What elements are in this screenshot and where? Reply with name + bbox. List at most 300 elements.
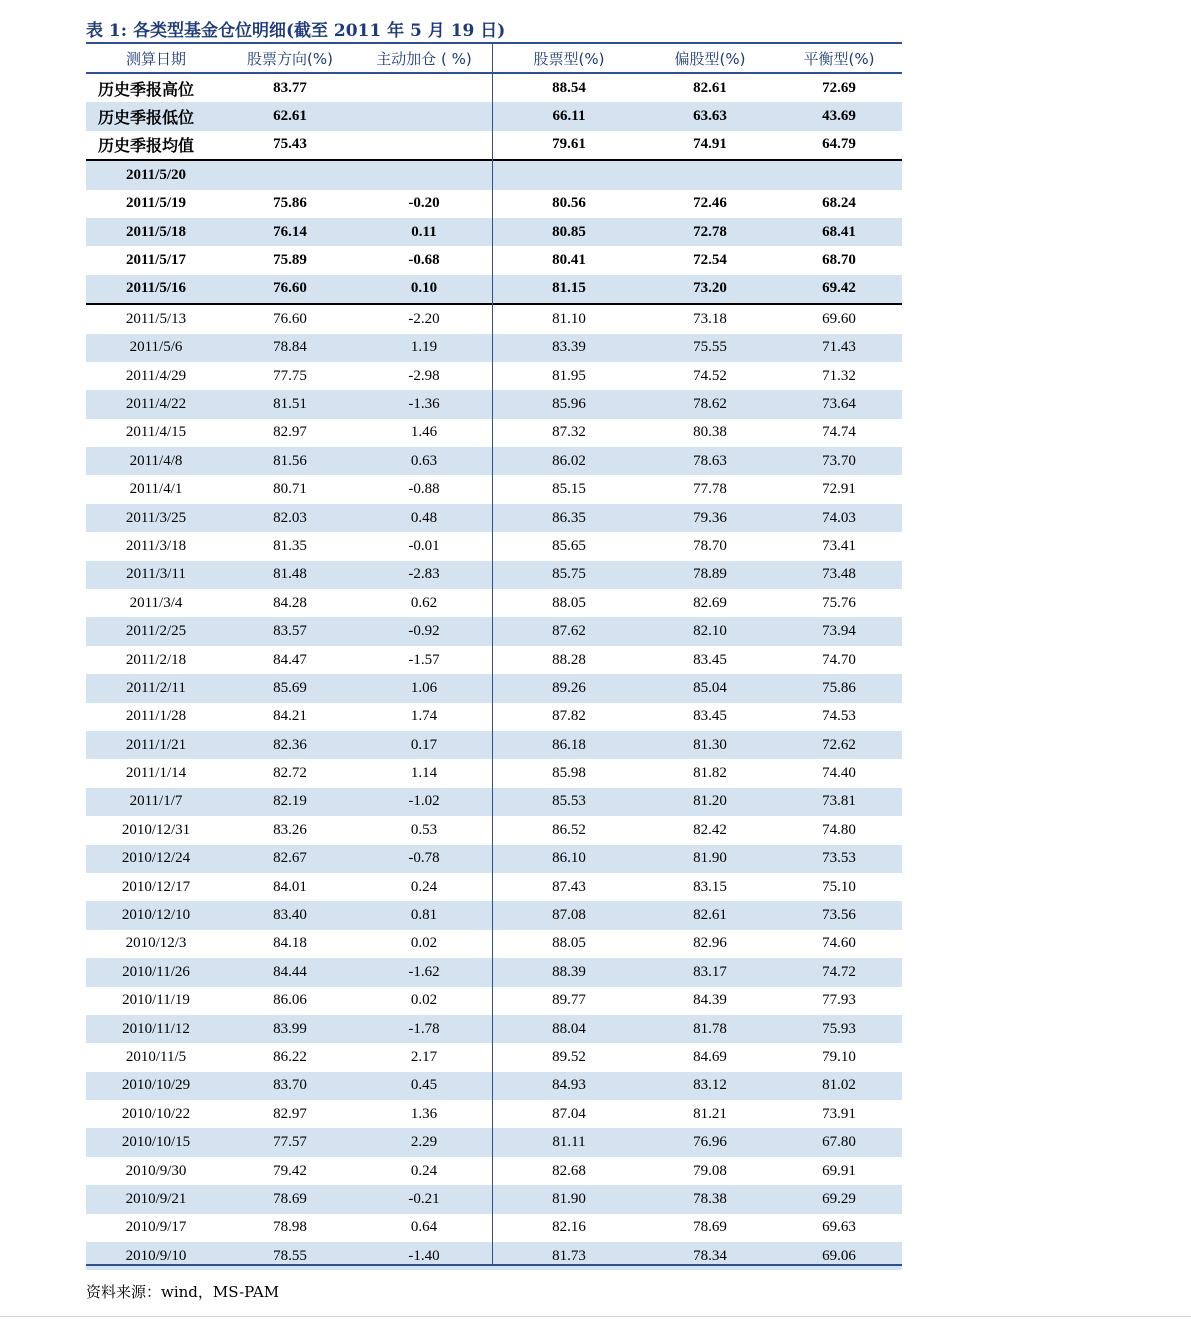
cell-stock-fund: 88.28 [552, 651, 586, 668]
cell-stock-direction: 85.69 [273, 679, 307, 696]
cell-partial-stock-fund: 81.21 [693, 1105, 727, 1122]
table-row [86, 1100, 902, 1128]
table-row [86, 504, 902, 532]
cell-balanced-fund: 74.70 [822, 651, 856, 668]
cell-balanced-fund: 68.24 [822, 195, 856, 212]
table-row [86, 816, 902, 844]
cell-partial-stock-fund: 82.42 [693, 821, 727, 838]
cell-balanced-fund: 73.81 [822, 793, 856, 810]
cell-date: 2011/5/13 [125, 310, 187, 327]
cell-active-add: 0.02 [410, 992, 438, 1009]
cell-partial-stock-fund: 84.39 [693, 992, 727, 1009]
cell-active-add: 2.17 [410, 1048, 438, 1065]
cell-balanced-fund: 75.93 [822, 1020, 856, 1037]
cell-stock-direction: 84.21 [273, 708, 307, 725]
cell-stock-direction: 62.61 [273, 108, 307, 125]
table-row [86, 617, 902, 645]
cell-stock-direction: 84.01 [273, 878, 307, 895]
cell-active-add: -2.98 [408, 367, 440, 384]
cell-partial-stock-fund: 74.52 [693, 367, 727, 384]
cell-partial-stock-fund: 82.61 [693, 79, 727, 96]
cell-date: 2010/11/19 [122, 992, 190, 1009]
cell-active-add: 2.29 [410, 1134, 438, 1151]
cell-balanced-fund: 69.42 [822, 280, 856, 297]
cell-date: 2011/4/29 [125, 367, 187, 384]
cell-active-add: -2.20 [408, 310, 440, 327]
cell-partial-stock-fund: 72.46 [693, 195, 727, 212]
cell-partial-stock-fund: 78.69 [693, 1219, 727, 1236]
cell-active-add: 0.24 [410, 1162, 438, 1179]
cell-stock-direction: 78.98 [273, 1219, 307, 1236]
cell-stock-fund: 88.54 [552, 79, 586, 96]
cell-stock-fund: 88.05 [552, 935, 586, 952]
cell-stock-direction: 86.06 [273, 992, 307, 1009]
cell-partial-stock-fund [644, 161, 776, 189]
cell-stock-direction: 82.72 [273, 765, 307, 782]
table-row [86, 731, 902, 759]
cell-stock-direction: 84.28 [273, 594, 307, 611]
cell-active-add [354, 161, 494, 189]
cell-balanced-fund: 74.03 [822, 509, 856, 526]
cell-stock-fund: 81.95 [552, 367, 586, 384]
cell-balanced-fund: 74.53 [822, 708, 856, 725]
cell-stock-direction: 81.56 [273, 452, 307, 469]
cell-active-add: 0.62 [410, 594, 438, 611]
cell-stock-fund: 88.05 [552, 594, 586, 611]
cell-date: 2011/5/16 [125, 280, 186, 297]
cell-stock-fund: 85.15 [552, 481, 586, 498]
cell-date: 2011/3/11 [126, 566, 186, 583]
column-divider [492, 42, 493, 1266]
cell-active-add: 1.19 [410, 339, 438, 356]
cell-balanced-fund: 75.10 [822, 878, 856, 895]
cell-stock-fund: 87.08 [552, 907, 586, 924]
cell-active-add [354, 131, 494, 159]
cell-balanced-fund: 73.70 [822, 452, 856, 469]
cell-active-add: 0.02 [410, 935, 438, 952]
cell-stock-direction: 82.36 [273, 736, 307, 753]
table-row [86, 703, 902, 731]
cell-stock-direction: 76.60 [273, 280, 307, 297]
cell-stock-fund: 87.82 [552, 708, 586, 725]
cell-stock-direction: 83.99 [273, 1020, 307, 1037]
cell-active-add: -0.68 [408, 252, 440, 269]
cell-partial-stock-fund: 85.04 [693, 679, 727, 696]
cell-balanced-fund: 69.60 [822, 310, 856, 327]
cell-stock-fund: 87.62 [552, 623, 586, 640]
cell-date: 2011/1/28 [125, 708, 187, 725]
cell-stock-fund: 86.02 [552, 452, 586, 469]
cell-date: 2011/4/8 [129, 452, 183, 469]
table-row [86, 1185, 902, 1213]
cell-partial-stock-fund: 84.69 [693, 1048, 727, 1065]
cell-balanced-fund: 74.60 [822, 935, 856, 952]
cell-stock-fund: 87.32 [552, 424, 586, 441]
cell-stock-direction: 83.70 [273, 1077, 307, 1094]
cell-stock-direction: 82.97 [273, 1105, 307, 1122]
cell-partial-stock-fund: 79.36 [693, 509, 727, 526]
cell-stock-fund: 81.15 [552, 280, 586, 297]
table-row [86, 1242, 902, 1270]
cell-active-add: 0.45 [410, 1077, 438, 1094]
cell-stock-direction: 84.18 [273, 935, 307, 952]
table-row [86, 1072, 902, 1100]
cell-balanced-fund: 74.40 [822, 765, 856, 782]
cell-stock-direction: 82.03 [273, 509, 307, 526]
cell-date: 2010/11/12 [122, 1020, 190, 1037]
cell-balanced-fund: 72.69 [822, 79, 856, 96]
cell-stock-fund: 85.96 [552, 395, 586, 412]
cell-stock-fund: 89.77 [552, 992, 586, 1009]
cell-stock-direction: 82.97 [273, 424, 307, 441]
cell-balanced-fund: 72.91 [822, 481, 856, 498]
cell-active-add: 0.53 [410, 821, 438, 838]
cell-stock-fund: 80.56 [552, 195, 586, 212]
cell-stock-direction: 75.89 [273, 252, 307, 269]
cell-stock-fund: 81.73 [552, 1247, 586, 1264]
table-row [86, 561, 902, 589]
cell-partial-stock-fund: 83.12 [693, 1077, 727, 1094]
cell-stock-fund: 81.11 [552, 1134, 586, 1151]
cell-stock-fund: 80.85 [552, 223, 586, 240]
cell-balanced-fund: 68.70 [822, 252, 856, 269]
cell-balanced-fund: 68.41 [822, 223, 856, 240]
fund-position-table [86, 42, 902, 1270]
cell-stock-fund: 79.61 [552, 136, 586, 153]
cell-active-add: 0.17 [410, 736, 438, 753]
cell-date: 2010/12/17 [121, 878, 191, 895]
cell-date: 2010/12/24 [121, 850, 191, 867]
cell-stock-fund: 86.35 [552, 509, 586, 526]
cell-date: 2011/5/19 [125, 195, 186, 212]
header-stock-fund: 股票型(%) [533, 49, 605, 68]
cell-active-add: 0.24 [410, 878, 438, 895]
table-row [86, 1128, 902, 1156]
table-row [86, 674, 902, 702]
cell-active-add: -0.21 [408, 1190, 440, 1207]
cell-stock-direction: 75.43 [273, 136, 307, 153]
cell-active-add: -0.78 [408, 850, 440, 867]
header-active-add: 主动加仓 ( %) [376, 49, 472, 68]
cell-stock-fund: 85.53 [552, 793, 586, 810]
table-header [86, 42, 902, 74]
cell-date: 2010/11/26 [122, 963, 190, 980]
cell-partial-stock-fund: 81.20 [693, 793, 727, 810]
table-row [86, 131, 902, 159]
table-row [86, 788, 902, 816]
cell-active-add: -1.62 [408, 963, 440, 980]
cell-active-add: -2.83 [408, 566, 440, 583]
cell-stock-direction: 82.19 [273, 793, 307, 810]
cell-stock-fund: 87.04 [552, 1105, 586, 1122]
table-row [86, 334, 902, 362]
cell-date: 2011/5/20 [125, 166, 186, 183]
cell-partial-stock-fund: 63.63 [693, 108, 727, 125]
header-balanced-fund: 平衡型(%) [803, 49, 875, 68]
table-row [86, 845, 902, 873]
table-row [86, 419, 902, 447]
cell-partial-stock-fund: 80.38 [693, 424, 727, 441]
cell-partial-stock-fund: 78.38 [693, 1190, 727, 1207]
cell-stock-direction: 77.57 [273, 1134, 307, 1151]
cell-date: 2010/9/21 [125, 1190, 187, 1207]
cell-date: 2010/9/17 [125, 1219, 187, 1236]
cell-stock-fund: 82.16 [552, 1219, 586, 1236]
cell-active-add: 1.06 [410, 679, 438, 696]
table-row [86, 303, 902, 333]
cell-partial-stock-fund: 78.63 [693, 452, 727, 469]
cell-partial-stock-fund: 81.78 [693, 1020, 727, 1037]
cell-partial-stock-fund: 82.61 [693, 907, 727, 924]
cell-partial-stock-fund: 81.82 [693, 765, 727, 782]
cell-date: 2010/12/3 [125, 935, 187, 952]
table-row [86, 447, 902, 475]
cell-active-add: 1.14 [410, 765, 438, 782]
cell-partial-stock-fund: 82.69 [693, 594, 727, 611]
cell-stock-direction: 83.77 [273, 79, 307, 96]
cell-partial-stock-fund: 75.55 [693, 339, 727, 356]
cell-balanced-fund: 73.48 [822, 566, 856, 583]
cell-stock-direction: 81.51 [273, 395, 307, 412]
cell-stock-fund: 89.26 [552, 679, 586, 696]
table-row [86, 901, 902, 929]
cell-stock-direction [226, 161, 354, 189]
cell-partial-stock-fund: 78.89 [693, 566, 727, 583]
cell-active-add: -0.01 [408, 537, 440, 554]
cell-stock-fund: 66.11 [552, 108, 586, 125]
cell-date: 2011/2/25 [125, 623, 187, 640]
cell-date: 2011/3/25 [125, 509, 187, 526]
cell-partial-stock-fund: 78.62 [693, 395, 727, 412]
cell-balanced-fund: 79.10 [822, 1048, 856, 1065]
cell-date: 历史季报均值 [98, 136, 195, 156]
cell-balanced-fund: 71.32 [822, 367, 856, 384]
cell-active-add: 1.74 [410, 708, 438, 725]
cell-active-add: -1.40 [408, 1247, 440, 1264]
table-row [86, 218, 902, 246]
cell-date: 2011/5/6 [129, 339, 183, 356]
cell-stock-fund: 85.98 [552, 765, 586, 782]
cell-stock-direction: 80.71 [273, 481, 307, 498]
cell-stock-fund: 85.65 [552, 537, 586, 554]
cell-active-add: 1.36 [410, 1105, 438, 1122]
cell-partial-stock-fund: 74.91 [693, 136, 727, 153]
table-row [86, 74, 902, 102]
cell-balanced-fund: 43.69 [822, 108, 856, 125]
cell-stock-direction: 86.22 [273, 1048, 307, 1065]
cell-stock-fund: 88.39 [552, 963, 586, 980]
table-row [86, 390, 902, 418]
cell-active-add: -1.78 [408, 1020, 440, 1037]
cell-balanced-fund: 74.80 [822, 821, 856, 838]
cell-stock-direction: 84.47 [273, 651, 307, 668]
cell-stock-direction: 75.86 [273, 195, 307, 212]
cell-partial-stock-fund: 82.10 [693, 623, 727, 640]
table-row [86, 246, 902, 274]
table-row [86, 958, 902, 986]
cell-stock-fund: 80.41 [552, 252, 586, 269]
cell-stock-fund: 83.39 [552, 339, 586, 356]
cell-active-add: -1.57 [408, 651, 440, 668]
table-bottom-rule [86, 1264, 902, 1266]
cell-balanced-fund: 75.86 [822, 679, 856, 696]
cell-date: 2011/4/15 [125, 424, 187, 441]
cell-active-add [354, 74, 494, 102]
cell-date: 2011/4/22 [125, 395, 187, 412]
cell-active-add: 0.10 [410, 280, 438, 297]
cell-date: 2011/1/14 [125, 765, 187, 782]
cell-balanced-fund: 72.62 [822, 736, 856, 753]
cell-balanced-fund [776, 161, 902, 189]
cell-stock-direction: 84.44 [273, 963, 307, 980]
source-note: 资料来源：wind，MS-PAM [86, 1283, 280, 1301]
cell-stock-direction: 79.42 [273, 1162, 307, 1179]
table-row [86, 475, 902, 503]
table-row [86, 1214, 902, 1242]
cell-active-add: 0.81 [410, 907, 438, 924]
cell-date: 2011/1/21 [125, 736, 187, 753]
table-row [86, 1157, 902, 1185]
table-row [86, 275, 902, 303]
table-row [86, 987, 902, 1015]
cell-balanced-fund: 64.79 [822, 136, 856, 153]
cell-balanced-fund: 71.43 [822, 339, 856, 356]
cell-stock-fund: 87.43 [552, 878, 586, 895]
cell-date: 2010/12/31 [121, 821, 191, 838]
cell-stock-fund: 86.52 [552, 821, 586, 838]
cell-partial-stock-fund: 73.20 [693, 280, 727, 297]
header-date: 测算日期 [125, 49, 186, 68]
cell-balanced-fund: 73.64 [822, 395, 856, 412]
cell-date: 2010/10/15 [121, 1134, 191, 1151]
cell-partial-stock-fund: 83.15 [693, 878, 727, 895]
cell-partial-stock-fund: 79.08 [693, 1162, 727, 1179]
cell-partial-stock-fund: 76.96 [693, 1134, 727, 1151]
page-footer-rule [0, 1316, 1191, 1317]
cell-stock-fund: 82.68 [552, 1162, 586, 1179]
table-row [86, 1043, 902, 1071]
cell-partial-stock-fund: 83.17 [693, 963, 727, 980]
cell-active-add: 0.48 [410, 509, 438, 526]
cell-stock-fund: 88.04 [552, 1020, 586, 1037]
cell-date: 2010/9/30 [125, 1162, 187, 1179]
cell-partial-stock-fund: 82.96 [693, 935, 727, 952]
cell-date: 2011/3/18 [125, 537, 187, 554]
cell-active-add [354, 102, 494, 130]
cell-date: 历史季报高位 [98, 79, 195, 99]
cell-stock-fund: 81.10 [552, 310, 586, 327]
cell-balanced-fund: 74.74 [822, 424, 856, 441]
cell-date: 2011/3/4 [129, 594, 183, 611]
cell-stock-direction: 76.14 [273, 223, 307, 240]
cell-balanced-fund: 69.63 [822, 1219, 856, 1236]
cell-active-add: -0.88 [408, 481, 440, 498]
table-row [86, 873, 902, 901]
table-row [86, 190, 902, 218]
table-row [86, 1015, 902, 1043]
cell-stock-fund: 85.75 [552, 566, 586, 583]
cell-stock-direction: 83.57 [273, 623, 307, 640]
cell-active-add: -0.92 [408, 623, 440, 640]
cell-date: 2010/11/5 [125, 1048, 187, 1065]
table-row [86, 646, 902, 674]
cell-partial-stock-fund: 72.54 [693, 252, 727, 269]
cell-date: 2010/9/10 [125, 1247, 187, 1264]
cell-date: 2011/1/7 [129, 793, 183, 810]
cell-active-add: -1.02 [408, 793, 440, 810]
cell-stock-fund [494, 161, 644, 189]
cell-active-add: 1.46 [410, 424, 438, 441]
table-row [86, 759, 902, 787]
cell-date: 2011/5/17 [125, 252, 186, 269]
cell-balanced-fund: 77.93 [822, 992, 856, 1009]
cell-date: 2011/5/18 [125, 223, 186, 240]
cell-balanced-fund: 73.94 [822, 623, 856, 640]
cell-partial-stock-fund: 81.30 [693, 736, 727, 753]
header-stock-direction: 股票方向(%) [247, 49, 333, 68]
cell-stock-direction: 81.48 [273, 566, 307, 583]
cell-stock-direction: 78.69 [273, 1190, 307, 1207]
cell-active-add: 0.64 [410, 1219, 438, 1236]
cell-balanced-fund: 75.76 [822, 594, 856, 611]
cell-balanced-fund: 69.06 [822, 1247, 856, 1264]
cell-stock-fund: 86.18 [552, 736, 586, 753]
cell-stock-direction: 76.60 [273, 310, 307, 327]
cell-stock-fund: 89.52 [552, 1048, 586, 1065]
cell-partial-stock-fund: 77.78 [693, 481, 727, 498]
table-row [86, 930, 902, 958]
cell-date: 2011/2/18 [125, 651, 187, 668]
cell-date: 2010/10/22 [121, 1105, 191, 1122]
cell-balanced-fund: 69.91 [822, 1162, 856, 1179]
table-row [86, 362, 902, 390]
table-row [86, 159, 902, 189]
cell-stock-direction: 81.35 [273, 537, 307, 554]
cell-stock-direction: 78.84 [273, 339, 307, 356]
table-row [86, 532, 902, 560]
cell-partial-stock-fund: 83.45 [693, 708, 727, 725]
cell-stock-direction: 83.26 [273, 821, 307, 838]
cell-partial-stock-fund: 78.34 [693, 1247, 727, 1264]
header-partial-stock-fund: 偏股型(%) [674, 49, 746, 68]
cell-stock-direction: 83.40 [273, 907, 307, 924]
cell-balanced-fund: 74.72 [822, 963, 856, 980]
cell-balanced-fund: 73.41 [822, 537, 856, 554]
cell-date: 2010/10/29 [121, 1077, 191, 1094]
cell-active-add: 0.11 [411, 223, 437, 240]
table-title: 表 1: 各类型基金仓位明细(截至 2011 年 5 月 19 日) [86, 21, 506, 41]
cell-partial-stock-fund: 81.90 [693, 850, 727, 867]
cell-stock-direction: 82.67 [273, 850, 307, 867]
cell-partial-stock-fund: 73.18 [693, 310, 727, 327]
cell-balanced-fund: 73.56 [822, 907, 856, 924]
cell-date: 2011/2/11 [126, 679, 186, 696]
cell-stock-fund: 84.93 [552, 1077, 586, 1094]
cell-balanced-fund: 69.29 [822, 1190, 856, 1207]
table-row [86, 102, 902, 130]
cell-stock-fund: 81.90 [552, 1190, 586, 1207]
cell-stock-fund: 86.10 [552, 850, 586, 867]
cell-balanced-fund: 67.80 [822, 1134, 856, 1151]
cell-date: 2011/4/1 [129, 481, 183, 498]
cell-partial-stock-fund: 83.45 [693, 651, 727, 668]
cell-balanced-fund: 81.02 [822, 1077, 856, 1094]
cell-date: 历史季报低位 [98, 108, 195, 128]
cell-balanced-fund: 73.53 [822, 850, 856, 867]
cell-active-add: 0.63 [410, 452, 438, 469]
cell-partial-stock-fund: 72.78 [693, 223, 727, 240]
cell-active-add: -1.36 [408, 395, 440, 412]
